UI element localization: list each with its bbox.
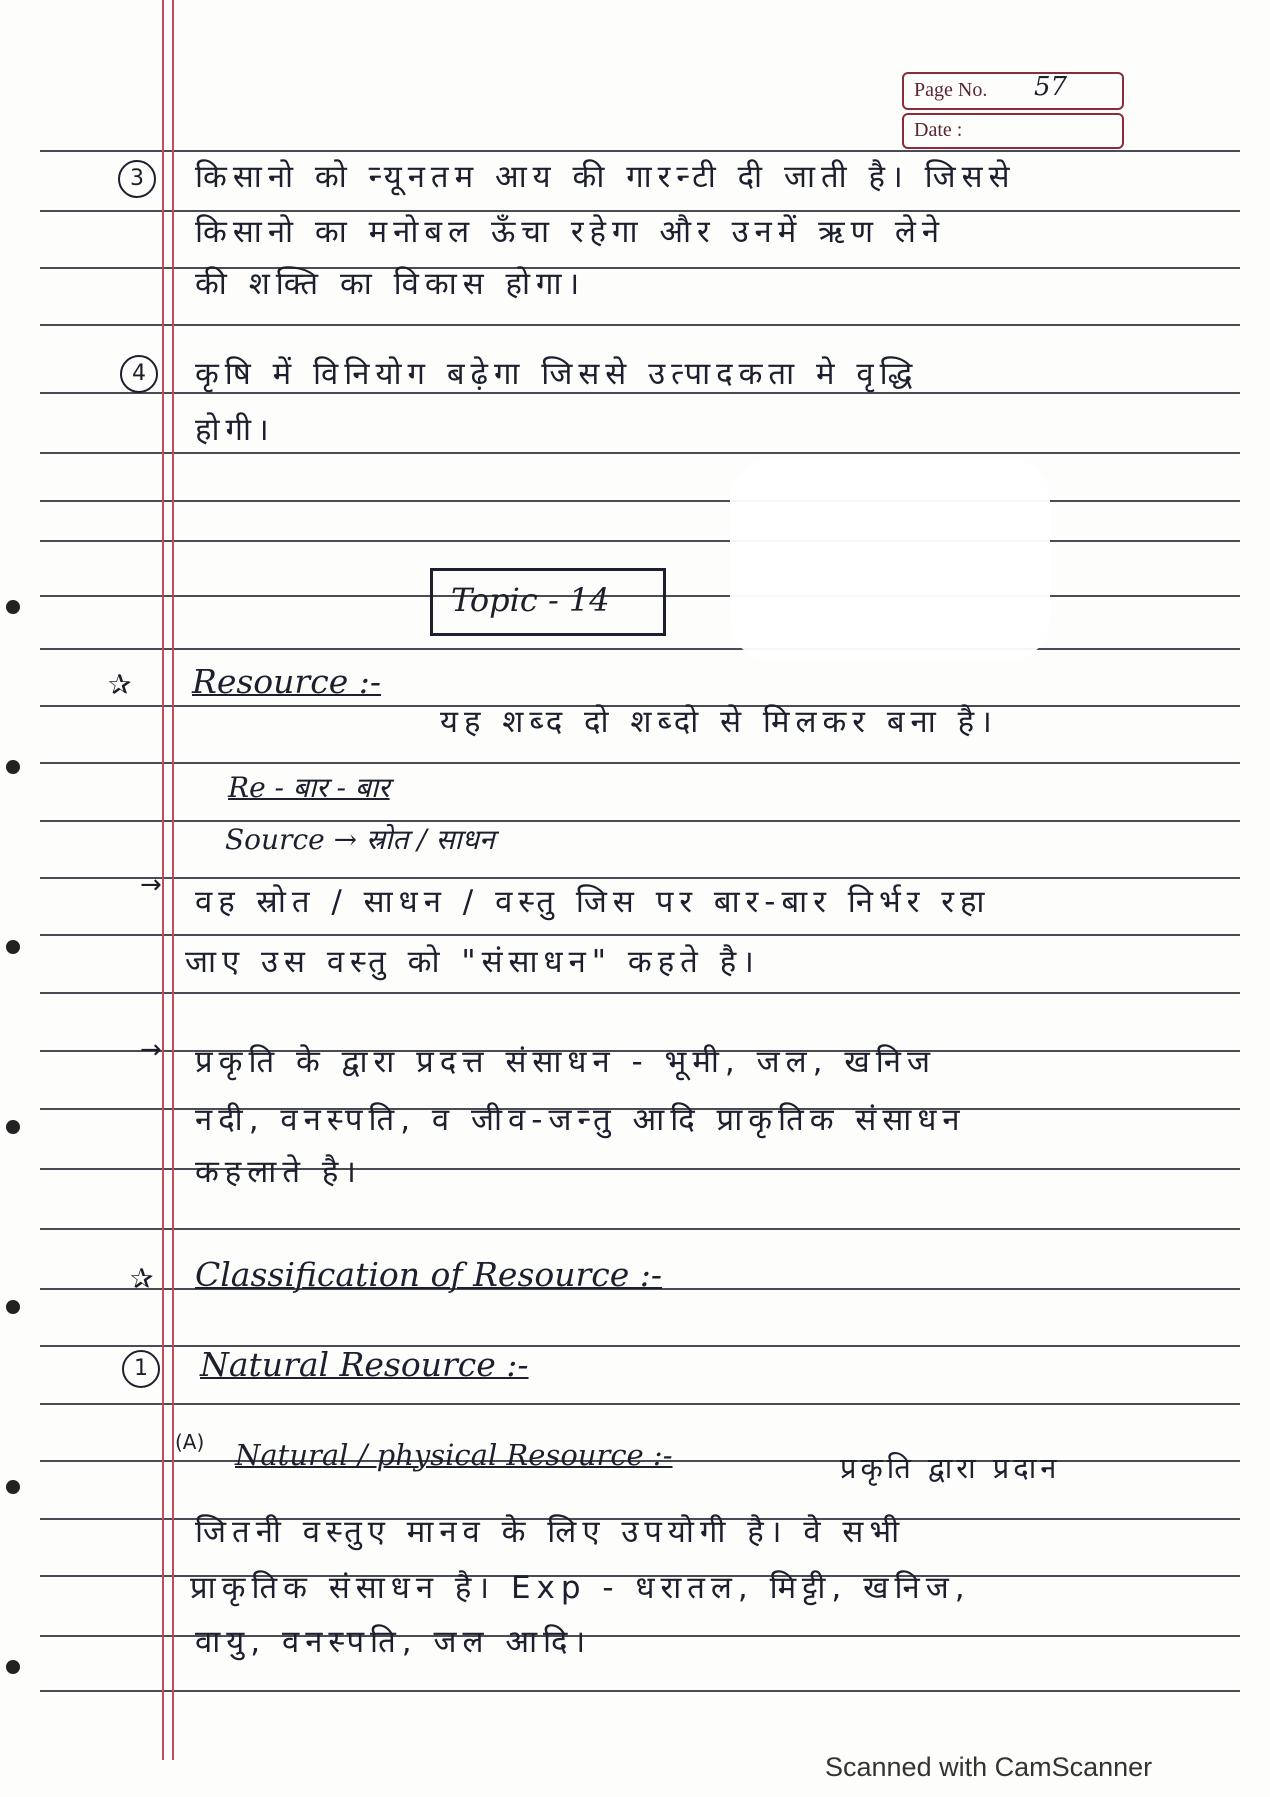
topic-box xyxy=(430,568,666,636)
star-bullet-icon: ✰ xyxy=(130,1262,154,1295)
note-line: होगी। xyxy=(195,412,275,448)
note-line: किसानो को न्यूनतम आय की गारन्टी दी जाती है। जिससे xyxy=(195,159,1016,195)
date-label: Date : xyxy=(914,119,963,141)
page-no-value: 57 xyxy=(1034,72,1068,102)
star-bullet-icon: ✰ xyxy=(108,668,132,701)
point-number: 3 xyxy=(118,160,156,198)
note-line: कृषि में विनियोग बढ़ेगा जिससे उत्पादकता मे वृद्धि xyxy=(195,356,919,392)
binder-hole xyxy=(6,760,20,774)
scanner-watermark: Scanned with CamScanner xyxy=(825,1752,1153,1782)
binder-hole xyxy=(6,940,20,954)
binder-hole xyxy=(6,600,20,614)
note-line: जितनी वस्तुए मानव के लिए उपयोगी है। वे सभी xyxy=(195,1514,906,1550)
binder-hole xyxy=(6,1660,20,1674)
note-line: प्रकृति द्वारा प्रदान xyxy=(840,1451,1061,1485)
resource-heading: Resource :- xyxy=(192,662,381,701)
arrow-bullet-icon: → xyxy=(140,1035,162,1065)
note-line: कहलाते है। xyxy=(195,1154,363,1190)
sub-label: (A) xyxy=(175,1430,205,1454)
page-no-label: Page No. xyxy=(914,79,988,101)
date-box xyxy=(902,113,1124,149)
erased-area xyxy=(730,460,1050,660)
note-line: जाए उस वस्तु को "संसाधन" कहते है। xyxy=(185,944,760,980)
resource-definition: यह शब्द दो शब्दो से मिलकर बना है। xyxy=(440,704,998,740)
binder-hole xyxy=(6,1300,20,1314)
physical-resource-heading: Natural / physical Resource :- xyxy=(235,1438,673,1472)
note-line: वह स्रोत / साधन / वस्तु जिस पर बार-बार निर्भर रहा xyxy=(195,884,991,920)
point-number: 4 xyxy=(120,355,158,393)
arrow-bullet-icon: → xyxy=(140,870,162,900)
natural-resource-heading: Natural Resource :- xyxy=(200,1345,529,1384)
source-line: Source → स्रोत / साधन xyxy=(225,823,495,856)
topic-title: Topic - 14 xyxy=(451,581,610,619)
re-line: Re - बार - बार xyxy=(228,771,390,804)
classification-heading: Classification of Resource :- xyxy=(195,1255,663,1294)
page-number-box xyxy=(902,72,1124,110)
binder-hole xyxy=(6,1120,20,1134)
point-number: 1 xyxy=(122,1350,160,1388)
note-line: की शक्ति का विकास होगा। xyxy=(195,266,586,302)
note-line: नदी, वनस्पति, व जीव-जन्तु आदि प्राकृतिक संसाधन xyxy=(195,1102,966,1138)
note-line: प्राकृतिक संसाधन है। Exp - धरातल, मिट्टी, खनिज, xyxy=(190,1570,971,1606)
binder-hole xyxy=(6,1480,20,1494)
note-line: वायु, वनस्पति, जल आदि। xyxy=(195,1624,592,1660)
note-line: किसानो का मनोबल ऊँचा रहेगा और उनमें ऋण लेने xyxy=(195,214,946,250)
note-line: प्रकृति के द्वारा प्रदत्त संसाधन - भूमी, जल, खनिज xyxy=(195,1044,936,1080)
